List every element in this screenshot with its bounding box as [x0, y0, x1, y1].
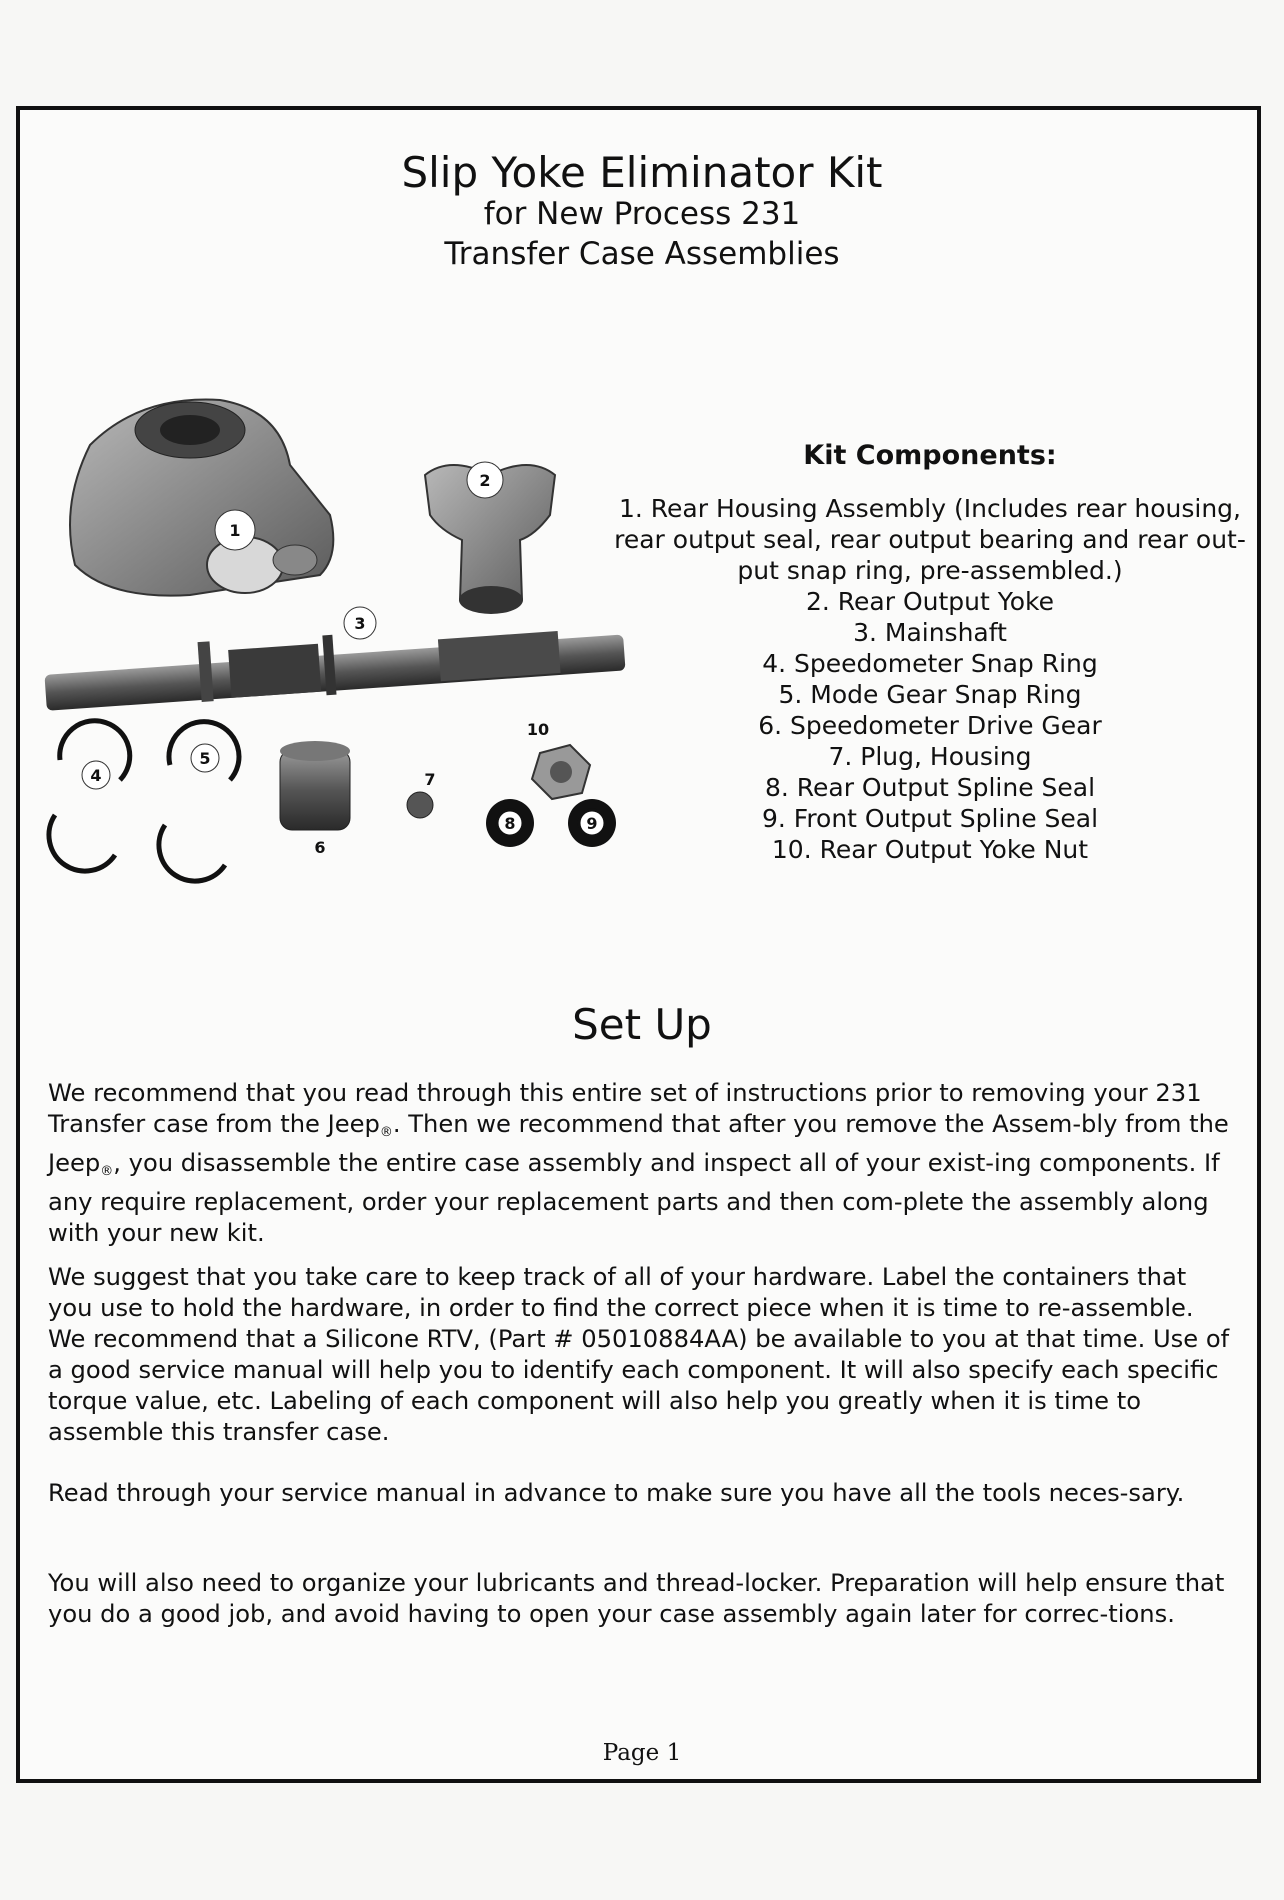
page-title: Slip Yoke Eliminator Kit [401, 148, 883, 197]
kit-item: 9. Front Output Spline Seal [761, 804, 1099, 833]
kit-item: 3. Mainshaft [853, 618, 1007, 647]
callout-3: 3 [354, 614, 366, 633]
page-border [16, 106, 1261, 1783]
snap-rings-part [49, 721, 239, 881]
setup-paragraph-4 [48, 1568, 1233, 1630]
kit-item: 1. Rear Housing Assembly (Includes rear housing, [619, 494, 1241, 523]
kit-item: 8. Rear Output Spline Seal [764, 773, 1096, 802]
page-number: Page 1 [602, 1740, 682, 1766]
callout-8: 8 [504, 814, 516, 833]
p1-text-c: , you disassemble the entire case assembly and inspect all of your exist-ing components. If any require replacement, order your replacement parts and then com-plete the assembly along with your new kit. [48, 1149, 1220, 1247]
p1-text-a: We recommend that you read through this entire set of instructions prior to removing your 231 Transfer case from the Jeep [48, 1079, 1202, 1138]
setup-heading: Set Up [572, 1000, 712, 1049]
callout-9: 9 [586, 814, 598, 833]
callout-1: 1 [229, 521, 241, 540]
registered-mark: ® [379, 1125, 393, 1140]
kit-item: rear output seal, rear output bearing and rear out- [614, 525, 1246, 554]
yoke-nut-part [532, 745, 590, 799]
rear-housing-part [70, 400, 333, 596]
setup-paragraph-2 [48, 1262, 1233, 1448]
callout-7: 7 [424, 770, 436, 789]
kit-item: 4. Speedometer Snap Ring [762, 649, 1098, 678]
kit-item: 5. Mode Gear Snap Ring [778, 680, 1082, 709]
callout-5: 5 [199, 749, 211, 768]
kit-item: 10. Rear Output Yoke Nut [771, 835, 1089, 864]
plug-part [407, 792, 433, 818]
callout-6: 6 [314, 838, 326, 857]
registered-mark: ® [100, 1164, 114, 1179]
p2-text: We suggest that you take care to keep track of all of your hardware. Label the containers that you use to hold the hardware, in order to find the correct piece when it is time to re-assemble. We recommend that a Silicone RTV, (Part # 05010884AA) be available to you at that time. Use of a good service manual will help you to identify each component. It will also specify each specific torque value, etc. Labeling of each component will also help you greatly when it is time to assemble this transfer case. [48, 1263, 1230, 1446]
kit-item: 2. Rear Output Yoke [806, 587, 1054, 616]
callout-10: 10 [526, 720, 550, 739]
callout-4: 4 [90, 766, 102, 785]
speedometer-gear-part [280, 741, 350, 830]
kit-components-list [590, 440, 1270, 865]
callout-2: 2 [479, 471, 491, 490]
kit-parts-photo [30, 385, 640, 905]
setup-paragraph-1 [48, 1078, 1233, 1249]
page-subtitle-2: Transfer Case Assemblies [444, 236, 840, 272]
kit-item: put snap ring, pre-assembled.) [737, 556, 1123, 585]
p4-text: You will also need to organize your lubricants and thread-locker. Preparation will help ensure that you do a good job, and avoid having to open your case assembly again later for correc-tions. [48, 1569, 1225, 1628]
kit-components-heading: Kit Components: [803, 440, 1057, 471]
p3-text: Read through your service manual in advance to make sure you have all the tools neces-sary. [48, 1479, 1185, 1507]
setup-paragraph-3 [48, 1478, 1233, 1509]
mainshaft-part [44, 607, 625, 711]
p1-text-b: . Then we recommend that after you remove the Assem-bly from the Jeep [48, 1110, 1229, 1177]
kit-item: 7. Plug, Housing [828, 742, 1032, 771]
page-subtitle: for New Process 231 [483, 196, 801, 232]
kit-item: 6. Speedometer Drive Gear [758, 711, 1102, 740]
